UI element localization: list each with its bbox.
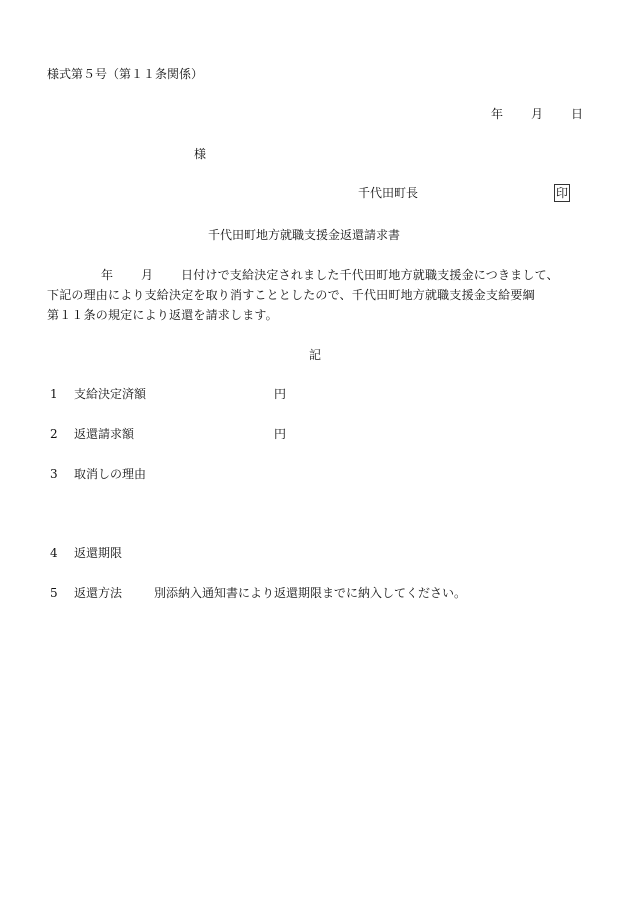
item-2-unit: 円: [274, 427, 287, 441]
form-number: 様式第５号（第１１条関係）: [47, 67, 204, 81]
item-2-label: 返還請求額: [74, 427, 135, 441]
body-line-1: 日付けで支給決定されました千代田町地方就職支援金につきまして、: [181, 268, 559, 282]
seal-mark: [554, 184, 570, 202]
document-title: 千代田町地方就職支援金返還請求書: [208, 228, 401, 242]
body-line-1-month: 月: [141, 268, 154, 282]
body-line-1-year: 年: [101, 268, 114, 282]
date-day-label: 日: [571, 107, 584, 121]
date-year-label: 年: [491, 107, 504, 121]
item-5-number: 5: [50, 586, 58, 600]
item-4-number: 4: [50, 546, 58, 560]
item-1-unit: 円: [274, 387, 287, 401]
item-3-label: 取消しの理由: [74, 467, 147, 481]
issuer-name: 千代田町長: [358, 186, 419, 200]
item-5-value: 別添納入通知書により返還期限までに納入してください。: [154, 586, 467, 600]
item-2-number: 2: [50, 427, 58, 441]
item-5-label: 返還方法: [74, 586, 123, 600]
body-line-3: 第１１条の規定により返還を請求します。: [47, 308, 278, 322]
item-1-number: 1: [50, 387, 58, 401]
date-month-label: 月: [531, 107, 544, 121]
ki-heading: 記: [309, 348, 322, 362]
seal-text: 印: [556, 186, 569, 200]
body-line-2: 下記の理由により支給決定を取り消すこととしたので、千代田町地方就職支援金支給要綱: [47, 288, 535, 302]
item-3-number: 3: [50, 467, 58, 481]
item-1-label: 支給決定済額: [74, 387, 147, 401]
item-4-label: 返還期限: [74, 546, 123, 560]
addressee-suffix: 様: [194, 147, 207, 161]
